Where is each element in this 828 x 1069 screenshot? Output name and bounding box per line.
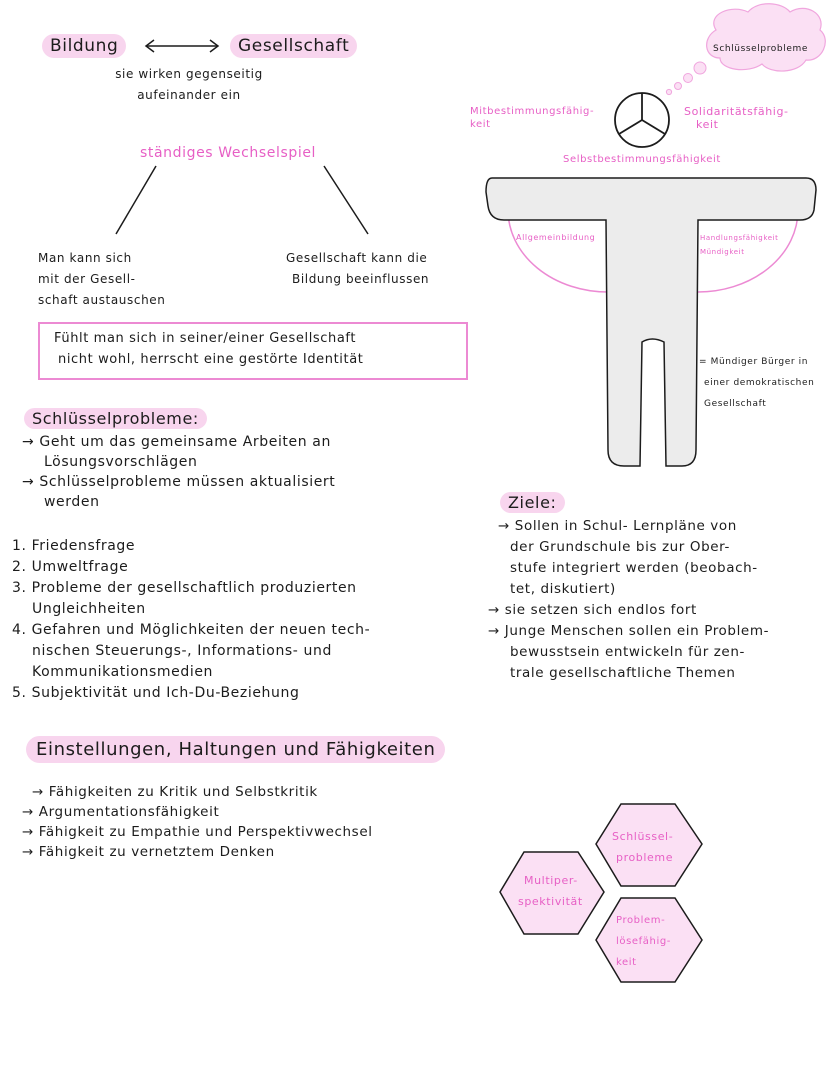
list-item: → Fähigkeit zu Empathie und Perspektivwechsel bbox=[22, 824, 373, 840]
label-selbstbestimmung: Selbstbestimmungsfähigkeit bbox=[563, 154, 721, 165]
list-item: 3. Probleme der gesellschaftlich produzierten bbox=[12, 580, 357, 596]
label-handlungsfaehigkeit: Handlungsfähigkeit Mündigkeit bbox=[700, 234, 779, 256]
list-item: → Fähigkeit zu vernetztem Denken bbox=[22, 844, 275, 860]
key-problems-list: 1. Friedensfrage 2. Umweltfrage 3. Probleme der gesellschaftlich produzierten Ungleichheiten 4. Gefahren und Möglichkeiten der neuen tech- nischen Steuerungs-, Informations- und Kommunikationsmedien 5. Subjektivität und Ich-Du-Beziehung bbox=[12, 536, 370, 704]
hexagon-bottom-text: Problem- lösefähig- keit bbox=[616, 915, 671, 968]
side-note: = Mündiger Bürger in einer demokratischen Gesellschaft bbox=[699, 357, 815, 409]
key-problems-bullets: → Geht um das gemeinsame Arbeiten an Lösungsvorschlägen → Schlüsselprobleme müssen aktualisiert werden bbox=[22, 434, 336, 510]
list-item: 5. Subjektivität und Ich-Du-Beziehung bbox=[12, 685, 300, 701]
double-arrow-icon bbox=[142, 36, 222, 56]
list-item: 4. Gefahren und Möglichkeiten der neuen tech- bbox=[12, 622, 371, 638]
attitudes-heading: Einstellungen, Haltungen und Fähigkeiten bbox=[26, 736, 445, 763]
hexagon-left-text: Multiper- spektivität bbox=[518, 874, 583, 908]
thought-bubble-text: Schlüsselprobleme bbox=[713, 44, 808, 54]
goals-heading: Ziele: bbox=[500, 492, 565, 513]
term-bildung: Bildung bbox=[42, 34, 126, 58]
key-problems-heading: Schlüsselprobleme: bbox=[24, 408, 207, 429]
hexagon-top-text: Schlüssel- probleme bbox=[612, 830, 674, 864]
attitudes-list bbox=[22, 782, 373, 862]
list-item: → Fähigkeiten zu Kritik und Selbstkritik bbox=[32, 784, 318, 800]
term-gesellschaft: Gesellschaft bbox=[230, 34, 357, 58]
label-allgemeinbildung: Allgemeinbildung bbox=[516, 233, 596, 242]
list-item: 2. Umweltfrage bbox=[12, 559, 129, 575]
list-item: → Argumentationsfähigkeit bbox=[22, 804, 220, 820]
list-item: 1. Friedensfrage bbox=[12, 538, 136, 554]
left-branch-text: Man kann sich mit der Gesell- schaft austauschen bbox=[38, 251, 166, 307]
label-mitbestimmung: Mitbestimmungsfähig- keit bbox=[470, 106, 595, 130]
identity-box: Fühlt man sich in seiner/einer Gesellschaft nicht wohl, herrscht eine gestörte Identität bbox=[38, 322, 468, 380]
branch-lines bbox=[100, 160, 380, 240]
right-branch-text: Gesellschaft kann die Bildung beeinflussen bbox=[286, 251, 430, 286]
goals-bullets: → Sollen in Schul- Lernpläne von der Grundschule bis zur Ober- stufe integriert werden (beobach- tet, diskutiert) → sie setzen sich endlos fort → Junge Menschen sollen ein Problem- bewusstsein entwickeln für zen- trale gesellschaftliche Themen bbox=[488, 518, 770, 681]
relation-text: sie wirken gegenseitig aufeinander ein bbox=[115, 67, 263, 102]
head-icon bbox=[615, 93, 669, 147]
wechselspiel-label: ständiges Wechselspiel bbox=[140, 145, 317, 161]
label-solidaritaet: Solidaritätsfähig- keit bbox=[684, 105, 789, 131]
